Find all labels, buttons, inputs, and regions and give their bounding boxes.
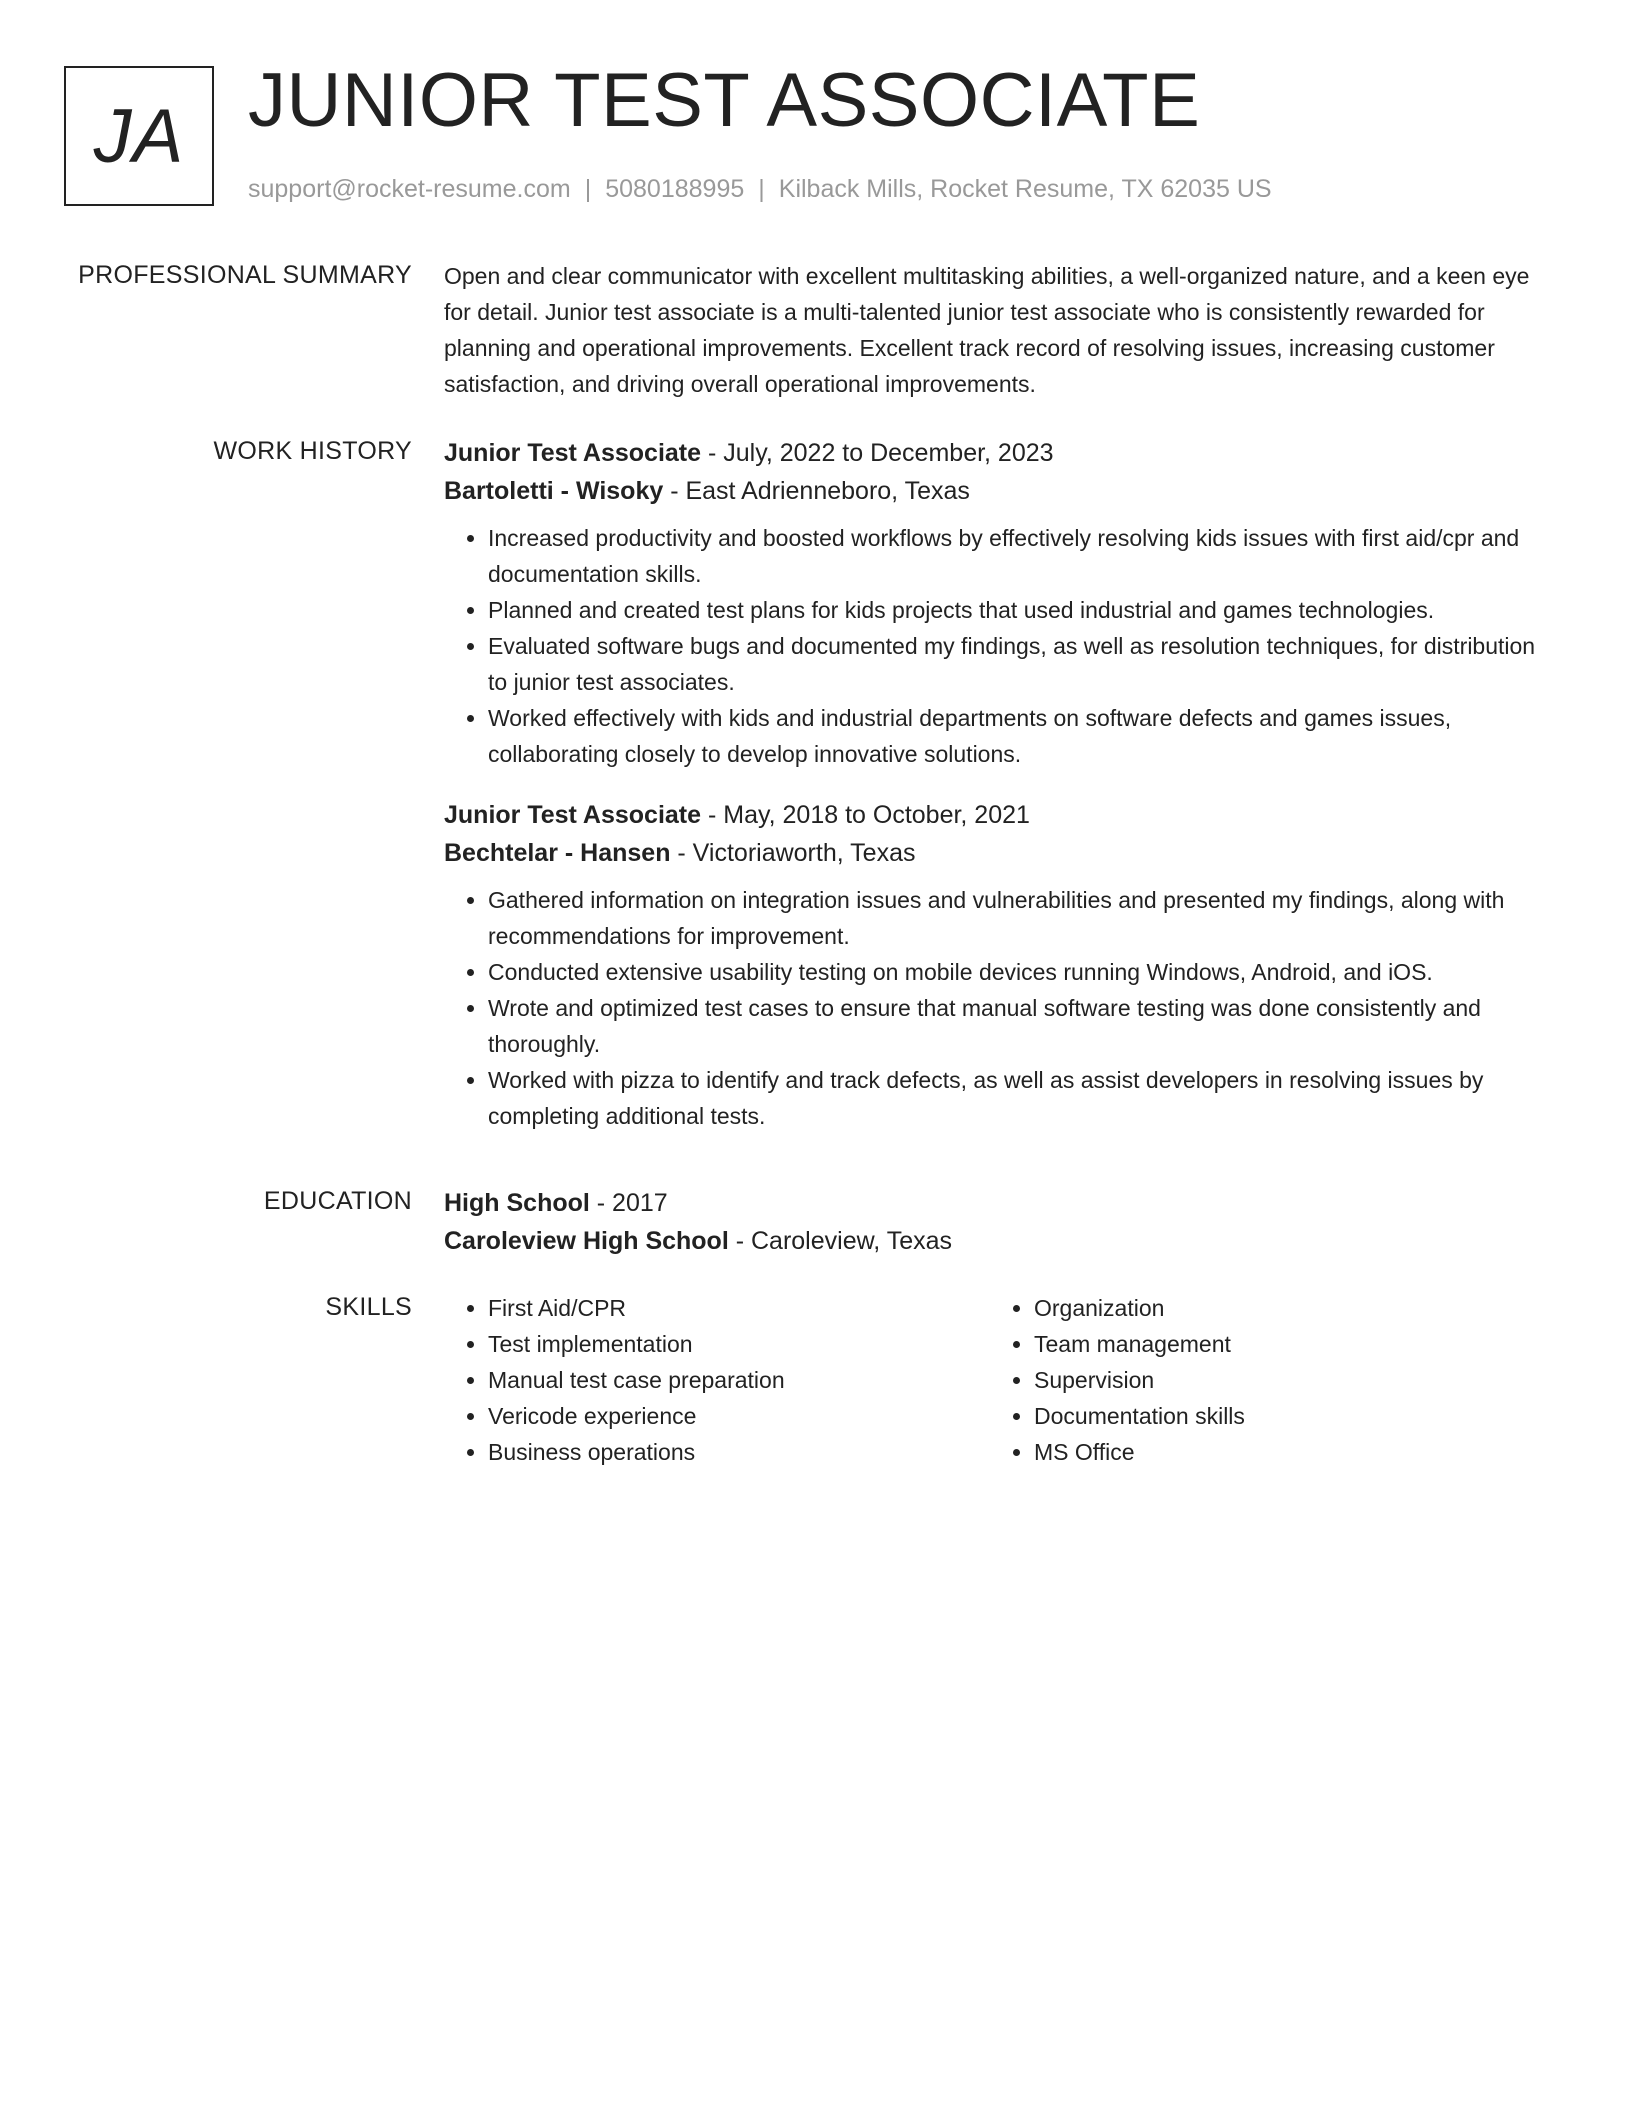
job-company: Bechtelar - Hansen bbox=[444, 839, 671, 867]
list-item: • Wrote and optimized test cases to ensure that manual software testing was done consistently and thoroughly. bbox=[488, 990, 1544, 1062]
list-item: • Documentation skills bbox=[1034, 1398, 1536, 1434]
skills-column-left bbox=[444, 1290, 990, 1470]
education-degree: High School bbox=[444, 1189, 590, 1217]
summary-body bbox=[444, 258, 1544, 402]
contact-address: Kilback Mills, Rocket Resume, TX 62035 US bbox=[778, 175, 1272, 203]
job-location: - Victoriaworth, Texas bbox=[670, 839, 916, 867]
section-label-work-history: WORK HISTORY bbox=[213, 437, 412, 465]
list-item: • Worked with pizza to identify and track defects, as well as assist developers in resolving issues by completing additional tests. bbox=[488, 1062, 1544, 1134]
list-item: • Evaluated software bugs and documented my findings, as well as resolution techniques, for distribution to junior test associates. bbox=[488, 628, 1544, 700]
candidate-name: JUNIOR TEST ASSOCIATE bbox=[248, 58, 1201, 143]
list-item: • MS Office bbox=[1034, 1434, 1536, 1470]
job-title-line bbox=[444, 434, 1544, 472]
skills-list-left bbox=[444, 1290, 990, 1470]
list-item: • Conducted extensive usability testing on mobile devices running Windows, Android, and iOS. bbox=[488, 954, 1544, 990]
contact-email: support@rocket-resume.com bbox=[248, 175, 571, 203]
education-school-line bbox=[444, 1222, 1544, 1260]
section-label-skills: SKILLS bbox=[325, 1293, 412, 1321]
contact-separator: | bbox=[758, 175, 765, 203]
education-school: Caroleview High School bbox=[444, 1227, 729, 1255]
job-company: Bartoletti - Wisoky bbox=[444, 477, 664, 505]
list-item: • Organization bbox=[1034, 1290, 1536, 1326]
list-item: • Test implementation bbox=[488, 1326, 990, 1362]
education-degree-line bbox=[444, 1184, 1544, 1222]
job-bullets bbox=[444, 520, 1544, 772]
job-title-line bbox=[444, 796, 1544, 834]
list-item: • Supervision bbox=[1034, 1362, 1536, 1398]
contact-line bbox=[248, 172, 1272, 206]
skills-list-right bbox=[990, 1290, 1536, 1470]
education-year: - 2017 bbox=[589, 1189, 668, 1217]
list-item: • First Aid/CPR bbox=[488, 1290, 990, 1326]
initials-text: JA bbox=[93, 93, 185, 179]
section-label-summary: PROFESSIONAL SUMMARY bbox=[78, 261, 412, 289]
list-item: • Team management bbox=[1034, 1326, 1536, 1362]
job-title: Junior Test Associate bbox=[444, 439, 702, 467]
list-item: • Business operations bbox=[488, 1434, 990, 1470]
job-entry bbox=[444, 434, 1544, 772]
summary-text: Open and clear communicator with excellent multitasking abilities, a well-organized nature, and a keen eye for detail. Junior test associate is a multi-talented junior test associate who is consistently rewarded for planning and operational improvements. Excellent track record of resolving issues, increasing customer satisfaction, and driving overall operational improvements. bbox=[444, 263, 1530, 397]
section-label-education: EDUCATION bbox=[263, 1187, 412, 1215]
initials-monogram bbox=[64, 66, 214, 206]
job-title: Junior Test Associate bbox=[444, 801, 702, 829]
skills-column-right bbox=[990, 1290, 1536, 1470]
education-body bbox=[444, 1184, 1544, 1260]
education-location: - Caroleview, Texas bbox=[728, 1227, 953, 1255]
contact-separator: | bbox=[584, 175, 592, 203]
work-history-body bbox=[444, 434, 1544, 1158]
list-item: • Increased productivity and boosted workflows by effectively resolving kids issues with first aid/cpr and documentation skills. bbox=[488, 520, 1544, 592]
job-entry bbox=[444, 796, 1544, 1134]
job-company-line bbox=[444, 472, 1544, 510]
skills-columns bbox=[444, 1290, 1544, 1470]
skills-body bbox=[444, 1290, 1544, 1470]
job-dates: - July, 2022 to December, 2023 bbox=[701, 439, 1054, 467]
job-location: - East Adrienneboro, Texas bbox=[663, 477, 970, 505]
job-company-line bbox=[444, 834, 1544, 872]
job-dates: - May, 2018 to October, 2021 bbox=[701, 801, 1030, 829]
list-item: • Vericode experience bbox=[488, 1398, 990, 1434]
list-item: • Manual test case preparation bbox=[488, 1362, 990, 1398]
contact-phone: 5080188995 bbox=[605, 175, 745, 203]
list-item: • Gathered information on integration issues and vulnerabilities and presented my findings, along with recommendations for improvement. bbox=[488, 882, 1544, 954]
list-item: • Worked effectively with kids and industrial departments on software defects and games issues, collaborating closely to develop innovative solutions. bbox=[488, 700, 1544, 772]
job-bullets bbox=[444, 882, 1544, 1134]
list-item: • Planned and created test plans for kids projects that used industrial and games technologies. bbox=[488, 592, 1544, 628]
